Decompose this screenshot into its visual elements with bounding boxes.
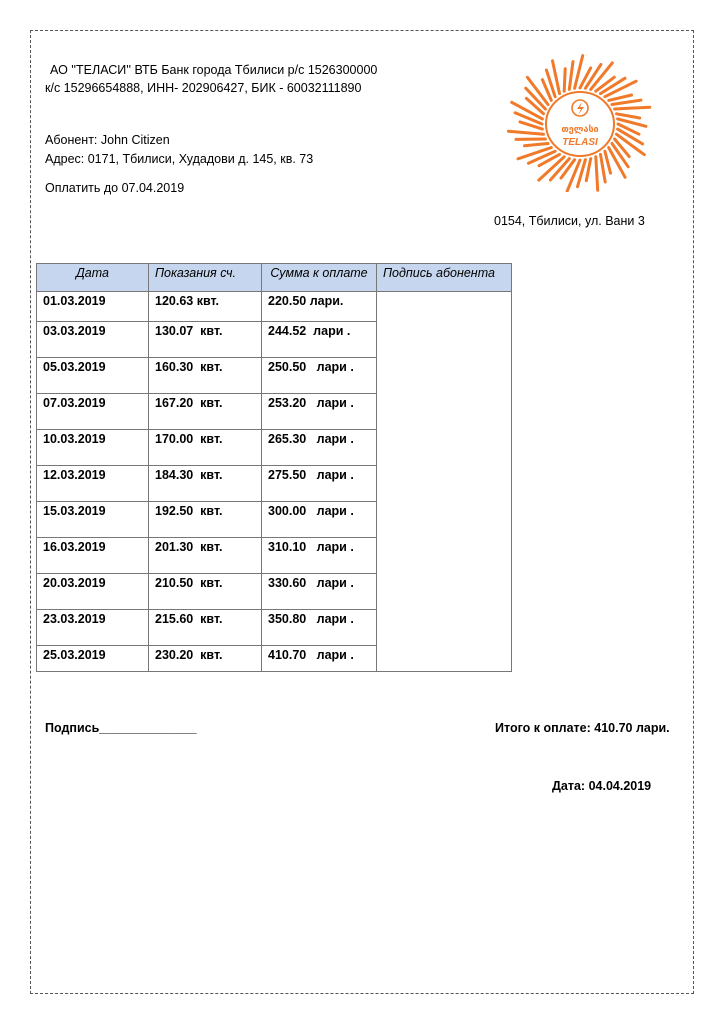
- row-amount: 244.52 лари .: [262, 322, 377, 358]
- row-amount: 265.30 лари .: [262, 430, 377, 466]
- row-signature-cell: [377, 322, 512, 358]
- row-reading: 130.07 квт.: [149, 322, 262, 358]
- sun-ray: [615, 107, 650, 109]
- sun-ray: [525, 144, 549, 146]
- row-reading: 184.30 квт.: [149, 466, 262, 502]
- row-amount: 330.60 лари .: [262, 574, 377, 610]
- row-signature-cell: [377, 394, 512, 430]
- row-date: 15.03.2019: [37, 502, 149, 538]
- pay-until: Оплатить до 07.04.2019: [45, 181, 185, 195]
- row-amount: 300.00 лари .: [262, 502, 377, 538]
- telasi-logo: [505, 52, 655, 192]
- sun-ray: [586, 159, 590, 181]
- row-signature-cell: [377, 502, 512, 538]
- sun-ray: [601, 154, 606, 182]
- table-row: [37, 430, 512, 466]
- company-line-2: к/с 15296654888, ИНН- 202906427, БИК - 60032111890: [45, 81, 362, 95]
- table-row: [37, 646, 512, 672]
- logo-text-ka: თელასი: [561, 125, 599, 135]
- company-line-1: АО ''ТЕЛАСИ'' ВТБ Банк города Тбилиси р/с 1526300000: [50, 63, 378, 77]
- row-reading: 230.20 квт.: [149, 646, 262, 672]
- row-signature-cell: [377, 538, 512, 574]
- table-header-row: [37, 264, 512, 292]
- sun-ray: [569, 62, 573, 90]
- subscriber-address: Адрес: 0171, Тбилиси, Худадови д. 145, кв. 73: [45, 152, 314, 166]
- row-date: 10.03.2019: [37, 430, 149, 466]
- row-date: 25.03.2019: [37, 646, 149, 672]
- row-amount: 250.50 лари .: [262, 358, 377, 394]
- sun-ray: [564, 69, 565, 92]
- row-reading: 210.50 квт.: [149, 574, 262, 610]
- row-reading: 215.60 квт.: [149, 610, 262, 646]
- row-reading: 170.00 квт.: [149, 430, 262, 466]
- row-amount: 310.10 лари .: [262, 538, 377, 574]
- row-amount: 275.50 лари .: [262, 466, 377, 502]
- row-signature-cell: [377, 292, 512, 322]
- header-reading: Показания сч.: [149, 264, 262, 292]
- subscriber-name: Абонент: John Citizen: [45, 133, 170, 147]
- row-amount: 220.50 лари.: [262, 292, 377, 322]
- row-signature-cell: [377, 574, 512, 610]
- document-date: Дата: 04.04.2019: [552, 779, 652, 793]
- row-reading: 201.30 квт.: [149, 538, 262, 574]
- row-amount: 253.20 лари .: [262, 394, 377, 430]
- row-date: 16.03.2019: [37, 538, 149, 574]
- table-row: [37, 358, 512, 394]
- table-row: [37, 574, 512, 610]
- row-date: 20.03.2019: [37, 574, 149, 610]
- table-row: [37, 538, 512, 574]
- row-reading: 192.50 квт.: [149, 502, 262, 538]
- header-amount: Сумма к оплате: [262, 264, 377, 292]
- sun-ray: [609, 95, 632, 100]
- table-row: [37, 466, 512, 502]
- row-date: 12.03.2019: [37, 466, 149, 502]
- row-date: 03.03.2019: [37, 322, 149, 358]
- row-date: 05.03.2019: [37, 358, 149, 394]
- sun-ray: [518, 148, 551, 159]
- sun-ray: [508, 131, 543, 134]
- office-address: 0154, Тбилиси, ул. Вани 3: [494, 214, 645, 228]
- row-signature-cell: [377, 358, 512, 394]
- table-row: [37, 610, 512, 646]
- row-date: 01.03.2019: [37, 292, 149, 322]
- table-row: [37, 502, 512, 538]
- table-row: [37, 292, 512, 322]
- row-signature-cell: [377, 610, 512, 646]
- row-date: 07.03.2019: [37, 394, 149, 430]
- signature-line: Подпись______________: [45, 721, 197, 735]
- row-reading: 120.63 квт.: [149, 292, 262, 322]
- sun-ray: [605, 151, 611, 173]
- row-amount: 410.70 лари .: [262, 646, 377, 672]
- readings-table: [36, 263, 512, 672]
- sun-ray: [596, 157, 598, 191]
- sun-ray: [617, 114, 640, 118]
- row-reading: 167.20 квт.: [149, 394, 262, 430]
- table-row: [37, 322, 512, 358]
- row-signature-cell: [377, 430, 512, 466]
- row-amount: 350.80 лари .: [262, 610, 377, 646]
- row-date: 23.03.2019: [37, 610, 149, 646]
- row-signature-cell: [377, 646, 512, 672]
- row-signature-cell: [377, 466, 512, 502]
- table-row: [37, 394, 512, 430]
- logo-text-en: TELASI: [562, 137, 598, 148]
- header-signature: Подпись абонента: [377, 264, 512, 292]
- sun-ray: [612, 100, 641, 104]
- row-reading: 160.30 квт.: [149, 358, 262, 394]
- total-amount: Итого к оплате: 410.70 лари.: [495, 721, 670, 735]
- header-date: Дата: [37, 264, 149, 292]
